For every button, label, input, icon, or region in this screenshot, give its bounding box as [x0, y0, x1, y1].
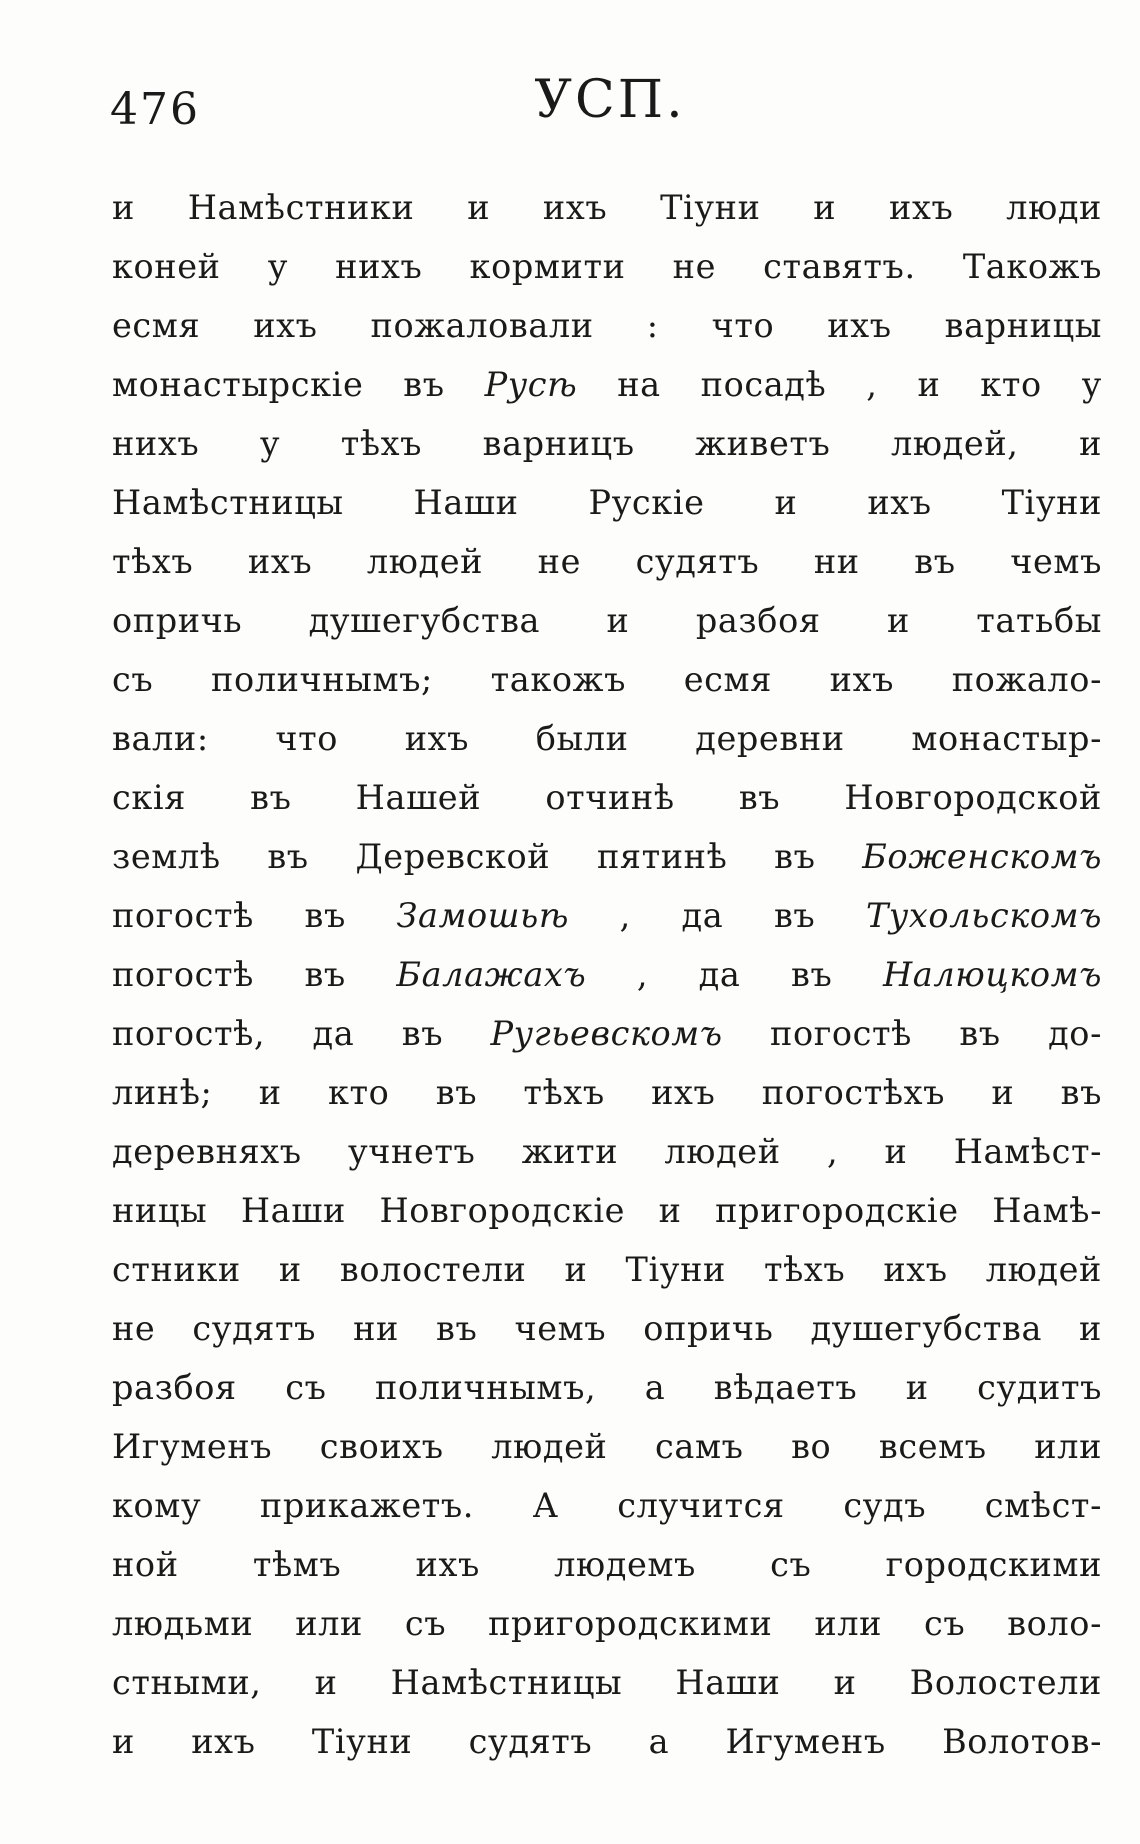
text-line: [112, 1476, 1102, 1535]
text-line: [112, 1535, 1102, 1594]
text-segment: стники и волостели и Тіуни тѣхъ ихъ людей: [112, 1250, 1102, 1289]
text-line: [112, 1299, 1102, 1358]
text-segment: кому прикажетъ. А случится судъ смѣст-: [112, 1486, 1102, 1525]
text-line: [112, 1240, 1102, 1299]
text-line: [112, 1358, 1102, 1417]
italic-place-name: Ругьевскомъ: [490, 1014, 723, 1053]
text-segment: погостѣ въ: [112, 896, 397, 935]
text-line: [112, 1181, 1102, 1240]
text-segment: , да въ: [586, 955, 883, 994]
running-head: УСП.: [534, 70, 686, 130]
text-segment: есмя ихъ пожаловали : что ихъ варницы: [112, 306, 1102, 345]
text-segment: погостѣ, да въ: [112, 1014, 491, 1053]
text-segment: деревняхъ учнетъ жити людей , и Намѣст-: [112, 1132, 1102, 1171]
text-segment: не судятъ ни въ чемъ опричь душегубства и: [112, 1309, 1102, 1348]
text-line: [112, 1594, 1102, 1653]
text-line: [112, 650, 1102, 709]
text-line: [112, 945, 1102, 1004]
text-segment: вали: что ихъ были деревни монастыр-: [112, 719, 1102, 758]
text-line: [112, 768, 1102, 827]
text-segment: стными, и Намѣстницы Наши и Волостели: [112, 1663, 1102, 1702]
italic-place-name: Русѣ: [484, 365, 578, 404]
text-segment: нихъ у тѣхъ варницъ живетъ людей, и: [112, 424, 1102, 463]
text-line: [112, 473, 1102, 532]
italic-place-name: Замошьѣ: [396, 896, 570, 935]
text-line: [112, 591, 1102, 650]
text-line: [112, 532, 1102, 591]
text-line: [112, 1417, 1102, 1476]
text-segment: коней у нихъ кормити не ставятъ. Такожъ: [112, 247, 1102, 286]
page-number: 476: [110, 84, 200, 135]
text-line: [112, 827, 1102, 886]
text-line: [112, 296, 1102, 355]
text-segment: погостѣ въ: [112, 955, 397, 994]
text-segment: и ихъ Тіуни судятъ а Игуменъ Волотов-: [112, 1722, 1102, 1761]
text-line: [112, 1653, 1102, 1712]
text-line: [112, 414, 1102, 473]
page-header: [110, 70, 1110, 140]
text-segment: ной тѣмъ ихъ людемъ съ городскими: [112, 1545, 1102, 1584]
text-segment: на посадѣ , и кто у: [577, 365, 1102, 404]
text-line: [112, 886, 1102, 945]
italic-place-name: Тухольскомъ: [865, 896, 1102, 935]
text-segment: опричь душегубства и разбоя и татьбы: [112, 601, 1102, 640]
body-text: [112, 178, 1102, 1771]
text-segment: съ поличнымъ; такожъ есмя ихъ пожало-: [112, 660, 1102, 699]
text-segment: Намѣстницы Наши Рускіе и ихъ Тіуни: [112, 483, 1102, 522]
text-segment: , да въ: [569, 896, 866, 935]
text-segment: людьми или съ пригородскими или съ воло-: [112, 1604, 1102, 1643]
text-line: [112, 1063, 1102, 1122]
text-segment: скія въ Нашей отчинѣ въ Новгородской: [112, 778, 1102, 817]
text-segment: погостѣ въ до-: [722, 1014, 1102, 1053]
text-segment: Игуменъ своихъ людей самъ во всемъ или: [112, 1427, 1102, 1466]
text-segment: монастырскіе въ: [112, 365, 485, 404]
text-segment: ницы Наши Новгородскіе и пригородскіе Намѣ-: [112, 1191, 1102, 1230]
italic-place-name: Налюцкомъ: [882, 955, 1102, 994]
text-line: [112, 355, 1102, 414]
text-segment: разбоя съ поличнымъ, а вѣдаетъ и судитъ: [112, 1368, 1102, 1407]
text-line: [112, 1122, 1102, 1181]
text-segment: и Намѣстники и ихъ Тіуни и ихъ люди: [112, 188, 1102, 227]
text-segment: землѣ въ Деревской пятинѣ въ: [112, 837, 863, 876]
italic-place-name: Боженскомъ: [862, 837, 1102, 876]
text-line: [112, 709, 1102, 768]
text-line: [112, 1004, 1102, 1063]
text-segment: тѣхъ ихъ людей не судятъ ни въ чемъ: [112, 542, 1102, 581]
italic-place-name: Балажахъ: [396, 955, 587, 994]
text-line: [112, 1712, 1102, 1771]
text-segment: линѣ; и кто въ тѣхъ ихъ погостѣхъ и въ: [112, 1073, 1102, 1112]
text-line: [112, 237, 1102, 296]
text-line: [112, 178, 1102, 237]
